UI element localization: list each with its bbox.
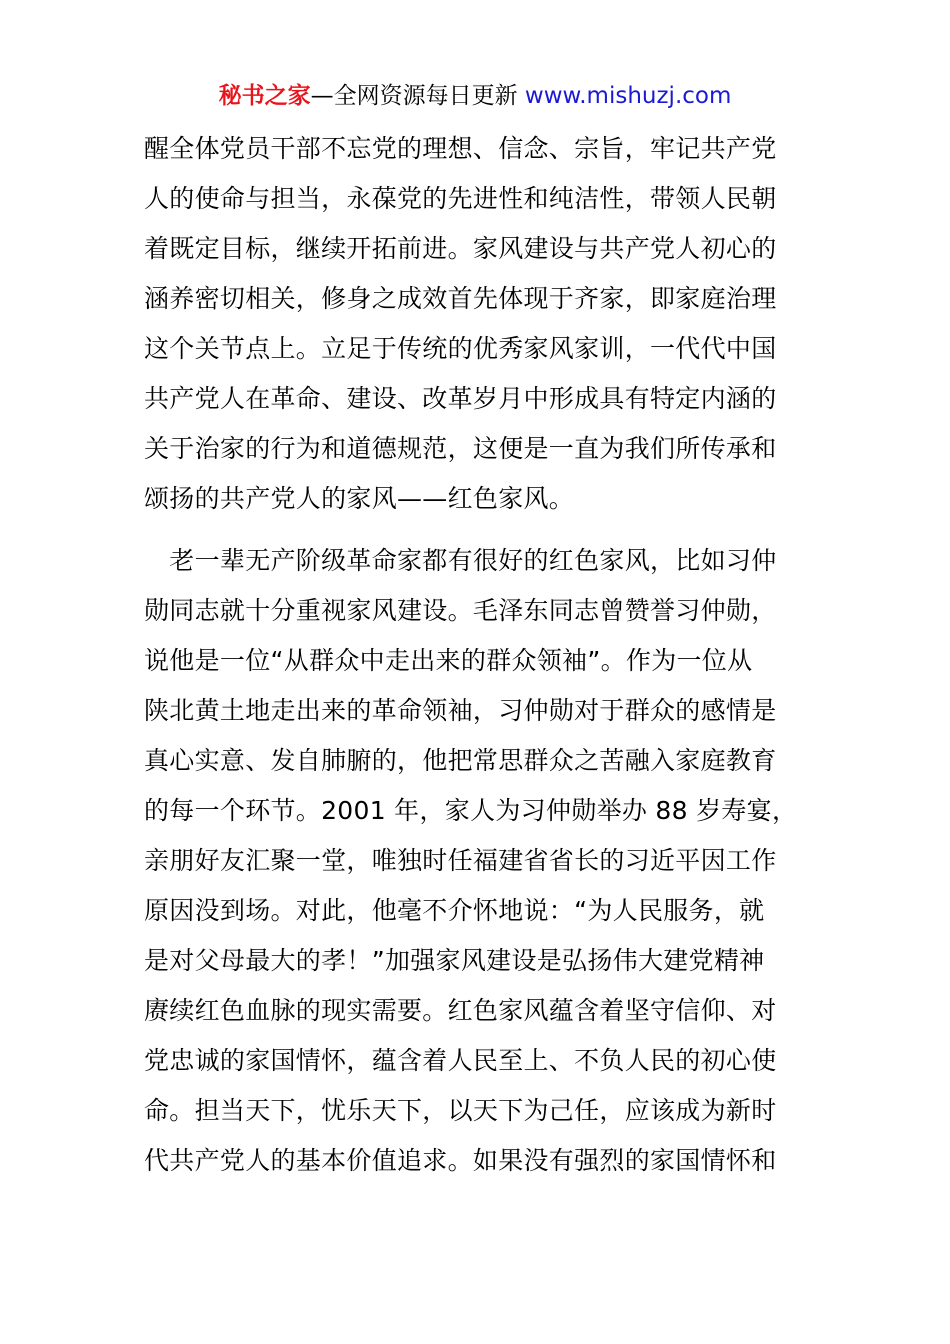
text-line: 老一辈无产阶级革命家都有很好的红色家风，比如习仲 — [144, 546, 777, 575]
paragraph-2 — [144, 536, 809, 1186]
text-line: 人的使命与担当，永葆党的先进性和纯洁性，带领人民朝 — [144, 184, 777, 213]
text-line: 着既定目标，继续开拓前进。家风建设与共产党人初心的 — [144, 234, 777, 263]
text-line: 代共产党人的基本价值追求。如果没有强烈的家国情怀和 — [144, 1146, 777, 1175]
text-line: 党忠诚的家国情怀，蕴含着人民至上、不负人民的初心使 — [144, 1046, 777, 1075]
text-line: 涵养密切相关，修身之成效首先体现于齐家，即家庭治理 — [144, 284, 777, 313]
text-line: 原因没到场。对此，他毫不介怀地说：“为人民服务，就 — [144, 896, 765, 925]
text-line: 颂扬的共产党人的家风——红色家风。 — [144, 484, 575, 513]
text-line: 这个关节点上。立足于传统的优秀家风家训，一代代中国 — [144, 334, 777, 363]
text-line: 亲朋好友汇聚一堂，唯独时任福建省省长的习近平因工作 — [144, 846, 777, 875]
header-tagline: —全网资源每日更新 — [310, 83, 525, 109]
text-line: 命。担当天下，忧乐天下，以天下为己任，应该成为新时 — [144, 1096, 777, 1125]
page-header — [0, 80, 950, 112]
website-link[interactable]: www.mishuzj.com — [524, 83, 732, 109]
text-line: 共产党人在革命、建设、改革岁月中形成具有特定内涵的 — [144, 384, 777, 413]
text-line: 勋同志就十分重视家风建设。毛泽东同志曾赞誉习仲勋， — [144, 596, 777, 625]
text-line: 赓续红色血脉的现实需要。红色家风蕴含着坚守信仰、对 — [144, 996, 777, 1025]
text-line: 醒全体党员干部不忘党的理想、信念、宗旨，牢记共产党 — [144, 134, 777, 163]
text-line: 是对父母最大的孝！”加强家风建设是弘扬伟大建党精神 — [144, 946, 765, 975]
text-line: 的每一个环节。2001 年，家人为习仲勋举办 88 岁寿宴， — [144, 796, 798, 825]
paragraph-1 — [144, 124, 809, 524]
text-line: 关于治家的行为和道德规范，这便是一直为我们所传承和 — [144, 434, 777, 463]
text-line: 陕北黄土地走出来的革命领袖，习仲勋对于群众的感情是 — [144, 696, 777, 725]
document-body — [144, 124, 809, 1186]
brand-name: 秘书之家 — [218, 83, 311, 109]
text-line: 说他是一位“从群众中走出来的群众领袖”。作为一位从 — [144, 646, 753, 675]
text-line: 真心实意、发自肺腑的，他把常思群众之苦融入家庭教育 — [144, 746, 777, 775]
